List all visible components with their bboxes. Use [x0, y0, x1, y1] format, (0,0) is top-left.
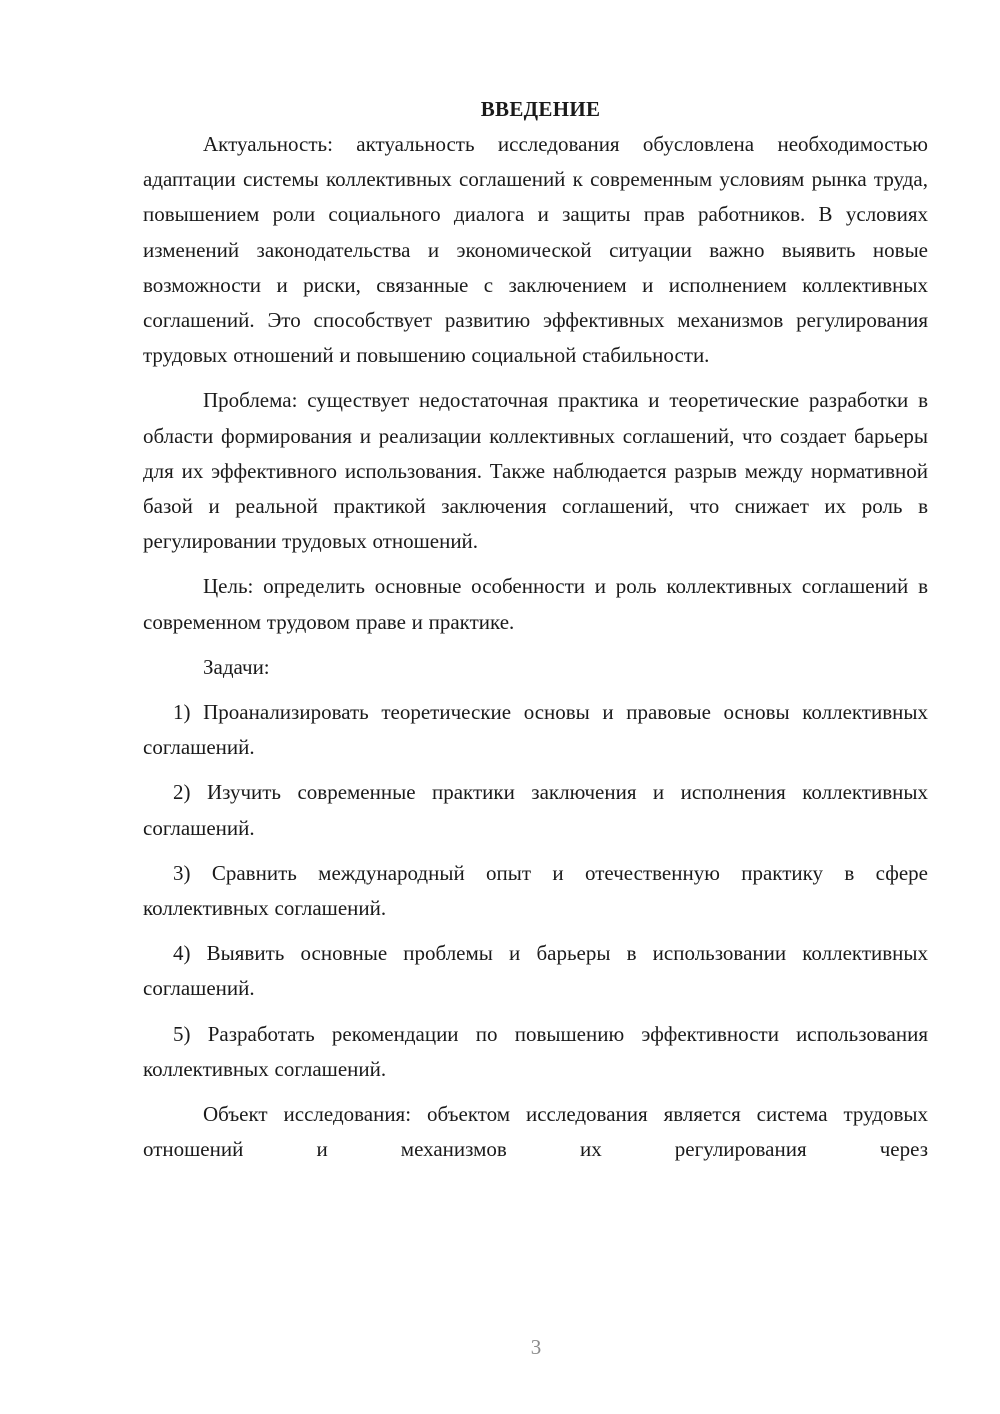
paragraph-object: Объект исследования: объектом исследования является система трудовых отношений и механизмов их регулирования через: [143, 1102, 928, 1162]
paragraph-actuality: Актуальность: актуальность исследования обусловлена необходимостью адаптации системы коллективных соглашений к современным условиям рынка труда, повышением роли социального диалога и защиты прав работников. В условиях изменений законодательства и экономической ситуации важно выявить новые возможности и риски, связанные с заключением и исполнением коллективных соглашений. Это способствует развитию эффективных механизмов регулирования трудовых отношений и повышению социальной стабильности.: [143, 132, 928, 368]
document-page: [143, 92, 928, 1167]
tasks-heading: Задачи:: [203, 654, 270, 679]
task-item-2: 2) Изучить современные практики заключения и исполнения коллективных соглашений.: [143, 780, 928, 840]
paragraph-goal: Цель: определить основные особенности и роль коллективных соглашений в современном трудовом праве и практике.: [143, 574, 928, 634]
task-item-4: 4) Выявить основные проблемы и барьеры в использовании коллективных соглашений.: [143, 941, 928, 1001]
task-item-1: 1) Проанализировать теоретические основы и правовые основы коллективных соглашений.: [143, 700, 928, 760]
task-item-5: 5) Разработать рекомендации по повышению эффективности использования коллективных соглашений.: [143, 1021, 928, 1081]
task-item-3: 3) Сравнить международный опыт и отечественную практику в сфере коллективных соглашений.: [143, 860, 928, 921]
section-title: ВВЕДЕНИЕ: [480, 97, 601, 121]
paragraph-problem: Проблема: существует недостаточная практика и теоретические разработки в области формирования и реализации коллективных соглашений, что создает барьеры для их эффективного использования. Также наблюдается разрыв между нормативной базой и реальной практикой заключения соглашений, что снижает их роль в регулировании трудовых отношений.: [143, 388, 928, 554]
page-number: 3: [530, 1335, 542, 1359]
